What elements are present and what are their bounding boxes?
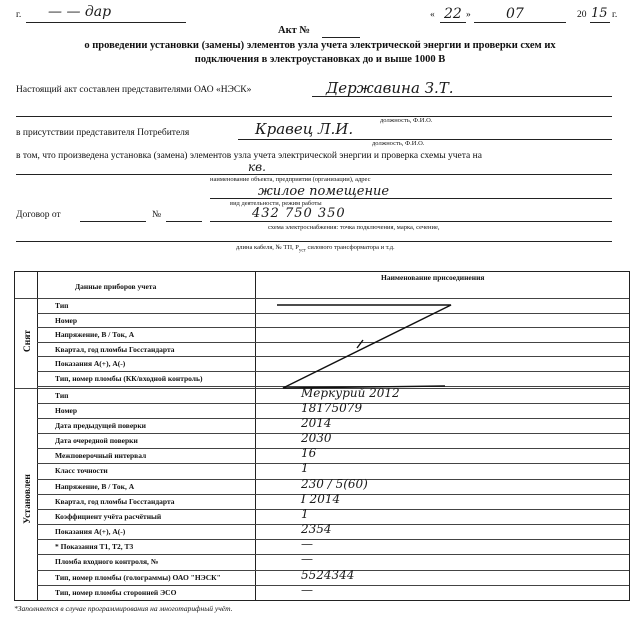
- removed-row-label: Показания А(+), А(-): [55, 359, 126, 369]
- installed-row-label: Тип, номер пломбы (голограммы) ОАО "НЭСК": [55, 572, 221, 582]
- row-divider: [37, 509, 629, 510]
- supply-underline: [16, 241, 612, 242]
- installed-row-label: Номер: [55, 405, 78, 415]
- activity-value: жилое помещение: [258, 184, 390, 199]
- date-month: 07: [506, 6, 524, 22]
- installed-row-value: 230 / 5(60): [301, 476, 368, 491]
- installed-row-label: Дата очередной поверки: [55, 436, 138, 446]
- installed-row-value: —: [301, 582, 313, 597]
- installed-row-label: Коэффициент учёта расчётный: [55, 511, 162, 521]
- date-quote-open: «: [430, 10, 435, 20]
- installed-row-label: Пломба входного контроля, №: [55, 557, 159, 567]
- compiled-label: Настоящий акт составлен представителями ОАО «НЭСК»: [16, 85, 252, 95]
- act-subtitle-1: о проведении установки (замены) элементов узла учета электрической энергии и проверки схем их: [84, 40, 556, 51]
- contract-underline: [210, 221, 612, 222]
- date-day: 22: [444, 6, 462, 22]
- installed-row-value: —: [301, 537, 313, 552]
- col-conn-header: Наименование присоединения: [381, 273, 485, 282]
- removed-row-label: Напряжение, В / Ток, А: [55, 330, 135, 340]
- installed-row-label: Класс точности: [55, 466, 108, 476]
- row-divider: [37, 418, 629, 419]
- act-title: Акт №: [278, 25, 310, 36]
- row-divider: [37, 524, 629, 525]
- installed-row-value: 1: [301, 506, 309, 521]
- installed-row-label: Показания А(+), А(-): [55, 527, 126, 537]
- col-data-header: Данные приборов учета: [75, 282, 157, 291]
- year-prefix: 20: [577, 10, 587, 20]
- strikeout-mark: [255, 298, 629, 392]
- object-underline: [16, 174, 612, 175]
- year-suffix: 15: [591, 6, 608, 21]
- presence-underline: [238, 139, 612, 140]
- section-removed-label: Снят: [23, 329, 33, 353]
- installed-row-value: 18175079: [301, 400, 363, 415]
- city-prefix: г.: [16, 10, 22, 20]
- row-divider: [37, 554, 629, 555]
- day-underline: [440, 22, 466, 23]
- presence-value: Кравец Л.И.: [255, 120, 354, 138]
- statement-text: в том, что произведена установка (замена) элементов узла учета электрической энергии и проверка схемы учета на: [16, 151, 482, 161]
- compiled-underline: [312, 96, 612, 97]
- installed-row-label: Тип, номер пломбы сторонней ЭСО: [55, 587, 177, 597]
- installed-row-value: 2354: [301, 522, 332, 537]
- row-divider: [37, 463, 629, 464]
- row-divider: [37, 539, 629, 540]
- installed-row-value: 16: [301, 446, 317, 461]
- installed-row-label: Квартал, год пломбы Госстандарта: [55, 496, 175, 506]
- installed-row-value: 2030: [301, 431, 332, 446]
- installed-row-label: Тип: [55, 390, 69, 400]
- installed-row-value: Меркурий 2012: [301, 385, 400, 400]
- activity-underline: [210, 198, 612, 199]
- footnote: *Заполняется в случае программирования на многотарифный учёт.: [14, 604, 233, 613]
- contract-no-line: [166, 221, 202, 222]
- presence-label: в присутствии представителя Потребителя: [16, 128, 190, 138]
- caption-object: наименование объекта, предприятия (организации), адрес: [210, 176, 371, 183]
- date-quote-close: »: [466, 10, 471, 20]
- contract-label: Договор от: [16, 210, 61, 220]
- year-underline: [590, 22, 610, 23]
- city-underline: [26, 22, 186, 23]
- removed-row-label: Номер: [55, 315, 78, 325]
- contract-no-label: №: [152, 210, 162, 220]
- installed-row-label: * Показания Т1, Т2, Т3: [55, 542, 134, 552]
- installed-row-label: Дата предыдущей поверки: [55, 420, 146, 430]
- caption-position: должность, Ф.И.О.: [380, 117, 433, 124]
- caption-activity: вид деятельности, режим работы: [230, 200, 322, 207]
- caption-supply: схема электроснабжения: точка подключения, марка, сечение,: [268, 224, 440, 231]
- act-number-line: [322, 37, 360, 38]
- row-divider: [37, 448, 629, 449]
- act-subtitle-2: подключения в электроустановках до и выше 1000 В: [194, 54, 446, 65]
- installed-row-value: 2014: [301, 415, 332, 430]
- removed-row-label: Тип: [55, 301, 69, 310]
- object-value: кв.: [248, 160, 266, 174]
- caption-position-2: должность, Ф.И.О.: [372, 140, 425, 147]
- city-value: — — дар: [48, 4, 112, 20]
- compiled-underline-2: [16, 116, 612, 117]
- installed-row-label: Напряжение, В / Ток, А: [55, 481, 135, 491]
- month-underline: [474, 22, 566, 23]
- compiled-value: Державина З.Т.: [326, 79, 454, 97]
- contract-date-line: [80, 221, 146, 222]
- section-installed-label: Установлен: [23, 474, 33, 524]
- section-divider: [37, 272, 38, 600]
- installed-row-label: Межповерочный интервал: [55, 451, 147, 461]
- removed-row-label: Квартал, год пломбы Госстандарта: [55, 344, 175, 354]
- installed-row-value: —: [301, 552, 313, 567]
- removed-row-label: Тип, номер пломбы (КК/входной контроль): [55, 374, 203, 383]
- installed-row-value: 5524344: [301, 567, 355, 582]
- contract-value: 432 750 350: [252, 206, 346, 221]
- installed-row-value: I 2014: [301, 491, 341, 506]
- row-divider: [37, 433, 629, 434]
- row-divider: [37, 585, 629, 586]
- caption-cable: длина кабеля, № ТП, $Р_{уст}$ силового трансформатора и т.д.: [236, 244, 395, 254]
- installed-row-value: 1: [301, 461, 309, 476]
- meter-table: [14, 271, 630, 601]
- year-unit: г.: [612, 10, 618, 20]
